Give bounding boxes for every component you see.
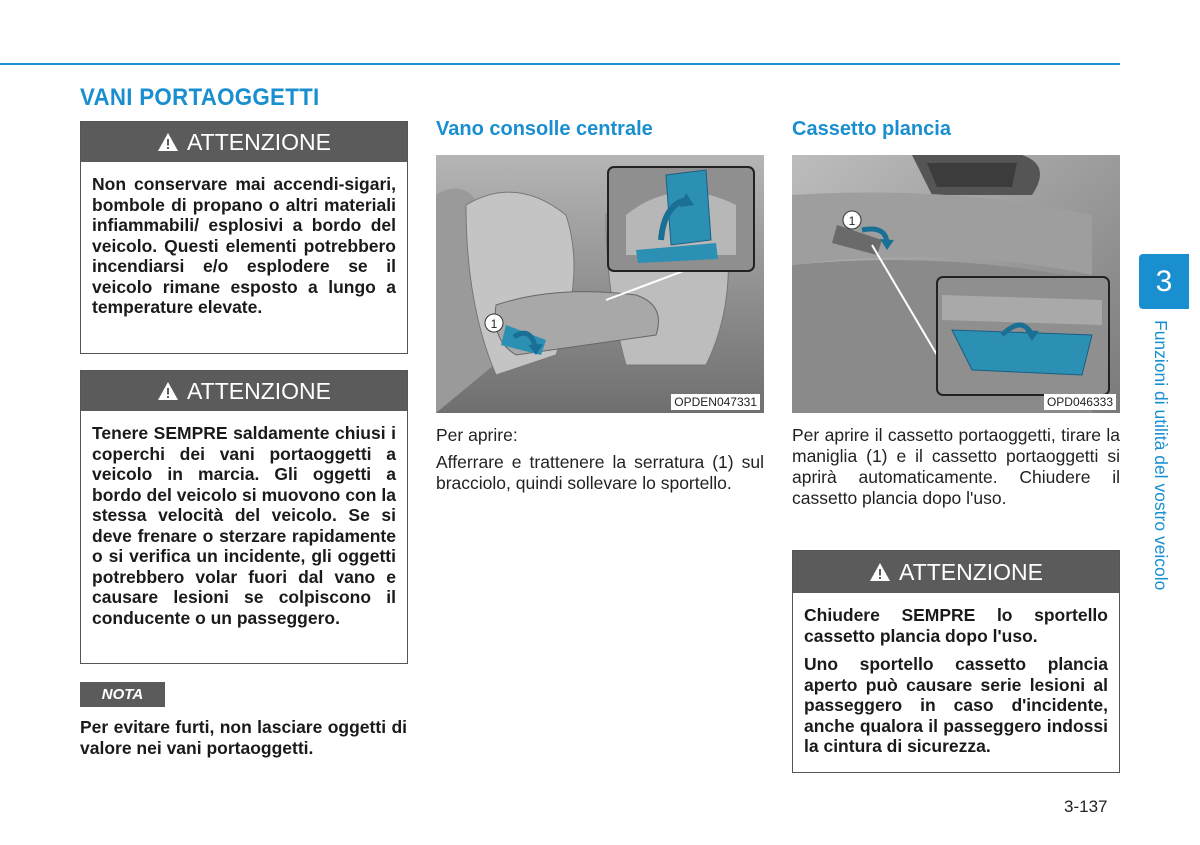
- warning-heading: ATTENZIONE: [187, 377, 331, 404]
- warning-header: [81, 371, 407, 411]
- warning-box-glovebox: [792, 550, 1120, 773]
- section-text-console: [436, 425, 764, 500]
- paragraph: Afferrare e trattenere la serratura (1) sul bracciolo, quindi sollevare lo sportello.: [436, 452, 764, 493]
- warning-triangle-icon: [157, 381, 179, 401]
- callout-number: 1: [490, 317, 498, 331]
- warning-heading: ATTENZIONE: [899, 558, 1043, 585]
- warning-text: Tenere SEMPRE saldamente chiusi i coperchi dei vani portaoggetti a veicolo in marcia. Gli oggetti a bordo del veicolo si muovono con la stessa velocità del veicolo. Se si deve frenare o sterzare rapidamente o si verifica un incidente, gli oggetti potrebbero volar fuori dal vano e causare lesioni se colpiscono il conducente o un passeggero.: [92, 423, 396, 628]
- nota-badge: NOTA: [80, 682, 165, 707]
- chapter-tab: 3: [1139, 254, 1189, 309]
- warning-body: [81, 162, 407, 328]
- figure-code: OPDEN047331: [671, 394, 760, 410]
- warning-triangle-icon: [869, 562, 891, 582]
- figure-code: OPD046333: [1044, 394, 1116, 410]
- chapter-label: [1150, 320, 1180, 620]
- warning-body: [793, 593, 1119, 767]
- page-title: VANI PORTAOGGETTI: [80, 84, 320, 111]
- paragraph: Per aprire il cassetto portaoggetti, tirare la maniglia (1) e il cassetto portaoggetti si aprirà automaticamente. Chiudere il cassetto plancia dopo l'uso.: [792, 425, 1120, 508]
- warning-header: [793, 551, 1119, 593]
- section-title-glovebox: Cassetto plancia: [792, 118, 951, 140]
- center-console-illustration: [436, 155, 764, 413]
- chapter-label-text: Funzioni di utilità del vostro veicolo: [1151, 320, 1171, 591]
- figure-center-console: [436, 155, 764, 413]
- callout-number: 1: [848, 214, 856, 228]
- warning-triangle-icon: [157, 132, 179, 152]
- warning-text: Non conservare mai accendi-sigari, bombole di propano o altri materiali infiammabili/ esplosivi a bordo del veicolo. Questi elementi potrebbero incendiarsi e/o esplodere se il veicolo rimane esposto a lungo a temperature elevate.: [92, 174, 396, 317]
- warning-text: Uno sportello cassetto plancia aperto può causare serie lesioni al passeggero in caso d'incidente, anche qualora il passeggero indossi la cintura di sicurezza.: [804, 654, 1108, 756]
- warning-heading: ATTENZIONE: [187, 128, 331, 155]
- section-text-glovebox: [792, 425, 1120, 515]
- figure-glove-box: [792, 155, 1120, 413]
- nota-text: Per evitare furti, non lasciare oggetti di valore nei vani portaoggetti.: [80, 717, 407, 758]
- top-rule: [0, 63, 1120, 65]
- warning-box-flammables: [80, 121, 408, 354]
- glove-box-illustration: [792, 155, 1120, 413]
- warning-box-closed-covers: [80, 370, 408, 664]
- warning-text: Chiudere SEMPRE lo sportello cassetto plancia dopo l'uso.: [804, 605, 1108, 646]
- warning-body: [81, 411, 407, 638]
- paragraph: Per aprire:: [436, 425, 518, 445]
- section-title-console: Vano consolle centrale: [436, 118, 653, 140]
- page-number: 3-137: [1064, 797, 1108, 816]
- warning-header: [81, 122, 407, 162]
